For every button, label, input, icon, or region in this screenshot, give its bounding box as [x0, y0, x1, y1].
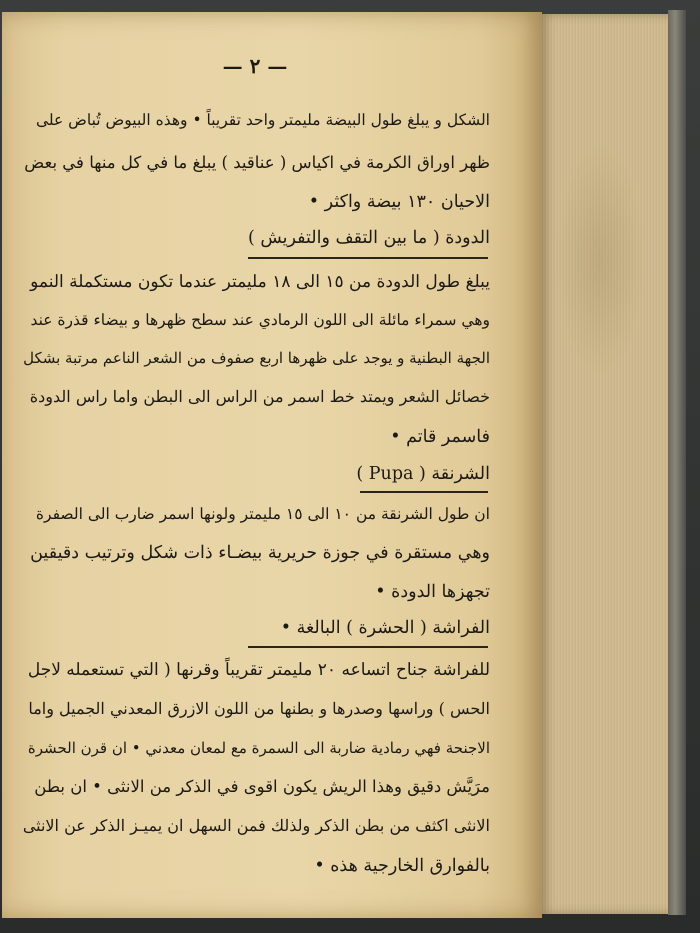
- heading-underline: [248, 646, 488, 648]
- text-line: الحس ) وراسها وصدرها و بطنها من اللون الازرق المعدني الجميل واما: [28, 699, 490, 718]
- heading-underline: [360, 491, 488, 493]
- section-heading-larva: الدودة ( ما بين التقف والتفريش ): [247, 228, 490, 248]
- text-line: وهي مستقرة في جوزة حريرية بيضـاء ذات شكل وترتيب دقيقين: [30, 543, 490, 563]
- text-line: ان طول الشرنقة من ١٠ الى ١٥ مليمتر ولونها اسمر ضارب الى الصفرة: [35, 505, 490, 523]
- heading-underline: [248, 257, 488, 259]
- text-line: الاحيان ١٣٠ بيضة واكثر •: [308, 192, 490, 212]
- text-line: خصائل الشعر ويمتد خط اسمر من الراس الى البطن واما راس الدودة: [29, 387, 490, 406]
- text-line: للفراشة جناح اتساعه ٢٠ مليمتر تقريباً وقرنها ( التي تستعمله لاجل: [27, 660, 490, 680]
- text-line: الشكل و يبلغ طول البيضة مليمتر واحد تقريباً • وهذه البيوض تُباض على: [35, 111, 490, 129]
- section-heading-pupa: الشرنقة ( Pupa ): [356, 464, 490, 484]
- text-line: الاجنحة فهي رمادية ضاربة الى السمرة مع لمعان معدني • ان قرن الحشرة: [27, 739, 490, 757]
- text-line: الجهة البطنية و يوجد على ظهرها اربع صفوف من الشعر الناعم مرتبة بشكل: [23, 349, 490, 367]
- text-line: يبلغ طول الدودة من ١٥ الى ١٨ مليمتر عندما تكون مستكملة النمو: [30, 272, 490, 292]
- page-number: — ٢ —: [222, 54, 288, 78]
- text-line: وهي سمراء مائلة الى اللون الرمادي عند سطح ظهرها و بيضاء قذرة عند: [30, 311, 490, 329]
- section-heading-moth: الفراشة ( الحشرة ) البالغة •: [280, 618, 490, 638]
- book-page: [2, 12, 542, 918]
- text-line: مرَيَّش دقيق وهذا الريش يكون اقوى في الذكر من الانثى • ان بطن: [34, 777, 490, 796]
- text-line: بالفوارق الخارجية هذه •: [314, 856, 490, 876]
- text-line: تجهزها الدودة •: [375, 582, 490, 602]
- page-edge-stain: [555, 140, 645, 380]
- text-line: ظهر اوراق الكرمة في اكياس ( عناقيد ) يبلغ ما في كل منها في بعض: [24, 153, 490, 172]
- book-cover-edge: [668, 10, 686, 915]
- text-line: فاسمر قاتم •: [390, 427, 490, 447]
- text-line: الانثى اكثف من بطن الذكر ولذلك فمن السهل ان يميـز الذكر عن الانثى: [22, 816, 490, 835]
